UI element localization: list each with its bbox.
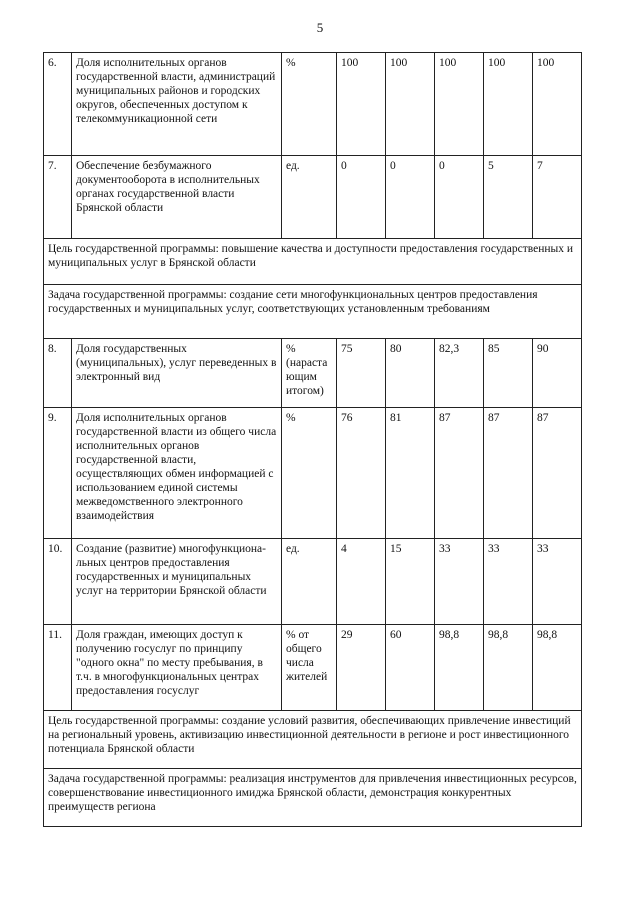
value-cell: 0 [386,156,435,239]
value-cell: 87 [533,408,582,539]
table-row [44,539,582,625]
row-number: 11. [44,625,72,711]
table-row [44,625,582,711]
table-row [44,156,582,239]
value-cell: 7 [533,156,582,239]
indicator-name: Доля граждан, имеющих доступ к получению госуслуг по принципу "одного окна" по месту пребывания, в т.ч. в многофункциональных центрах предоставления госуслуг [72,625,282,711]
value-cell: 33 [533,539,582,625]
row-number: 10. [44,539,72,625]
indicator-name: Доля государственных (муниципальных), услуг переведенных в электронный вид [72,339,282,408]
value-cell: 98,8 [435,625,484,711]
indicator-unit: ед. [282,539,337,625]
task-row [44,285,582,339]
page-number: 5 [316,20,324,35]
row-number: 8. [44,339,72,408]
value-cell: 4 [337,539,386,625]
value-cell: 15 [386,539,435,625]
value-cell: 98,8 [484,625,533,711]
value-cell: 100 [386,53,435,156]
row-number: 7. [44,156,72,239]
goal-row [44,239,582,285]
program-task: Задача государственной программы: создание сети многофункциональных центров предоставления государственных и муниципальных услуг, соответствующих установленным требованиям [44,285,582,339]
value-cell: 75 [337,339,386,408]
value-cell: 87 [484,408,533,539]
value-cell: 29 [337,625,386,711]
indicator-name: Доля исполнительных органов государственной власти из общего числа исполнительных органов государственной власти, осуществляющих обмен информацией с использованием единой системы межведомственного электронного взаимодействия [72,408,282,539]
indicator-unit: % [282,408,337,539]
indicator-unit: ед. [282,156,337,239]
indicator-unit: % (нараста ющим итогом) [282,339,337,408]
indicator-unit: % от общего числа жителей [282,625,337,711]
table-row [44,339,582,408]
value-cell: 100 [484,53,533,156]
program-task: Задача государственной программы: реализация инструментов для привлечения инвестиционных ресурсов, совершенствование инвестиционного имиджа Брянской области, демонстрация конкурентных преимуществ региона [44,769,582,827]
value-cell: 100 [337,53,386,156]
value-cell: 81 [386,408,435,539]
value-cell: 82,3 [435,339,484,408]
indicators-table [43,52,582,827]
indicator-name: Доля исполнительных органов государственной власти, администраций муниципальных районов и городских округов, обеспеченных доступом к телекоммуникационной сети [72,53,282,156]
value-cell: 33 [484,539,533,625]
task-row [44,769,582,827]
value-cell: 60 [386,625,435,711]
program-goal: Цель государственной программы: повышение качества и доступности предоставления государственных и муниципальных услуг в Брянской области [44,239,582,285]
value-cell: 0 [435,156,484,239]
table-row [44,408,582,539]
value-cell: 87 [435,408,484,539]
value-cell: 0 [337,156,386,239]
value-cell: 80 [386,339,435,408]
value-cell: 100 [435,53,484,156]
value-cell: 5 [484,156,533,239]
value-cell: 100 [533,53,582,156]
goal-row [44,711,582,769]
indicator-name: Создание (развитие) многофункциона-льных центров предоставления государственных и муниципальных услуг на территории Брянской области [72,539,282,625]
value-cell: 76 [337,408,386,539]
value-cell: 85 [484,339,533,408]
program-goal: Цель государственной программы: создание условий развития, обеспечивающих привлечение инвестиций на региональный уровень, активизацию инвестиционной деятельности в регионе и рост инвестиционного потенциала Брянской области [44,711,582,769]
row-number: 9. [44,408,72,539]
value-cell: 90 [533,339,582,408]
indicator-name: Обеспечение безбумажного документооборота в исполнительных органах государственной власти Брянской области [72,156,282,239]
row-number: 6. [44,53,72,156]
table-row [44,53,582,156]
value-cell: 33 [435,539,484,625]
indicator-unit: % [282,53,337,156]
value-cell: 98,8 [533,625,582,711]
